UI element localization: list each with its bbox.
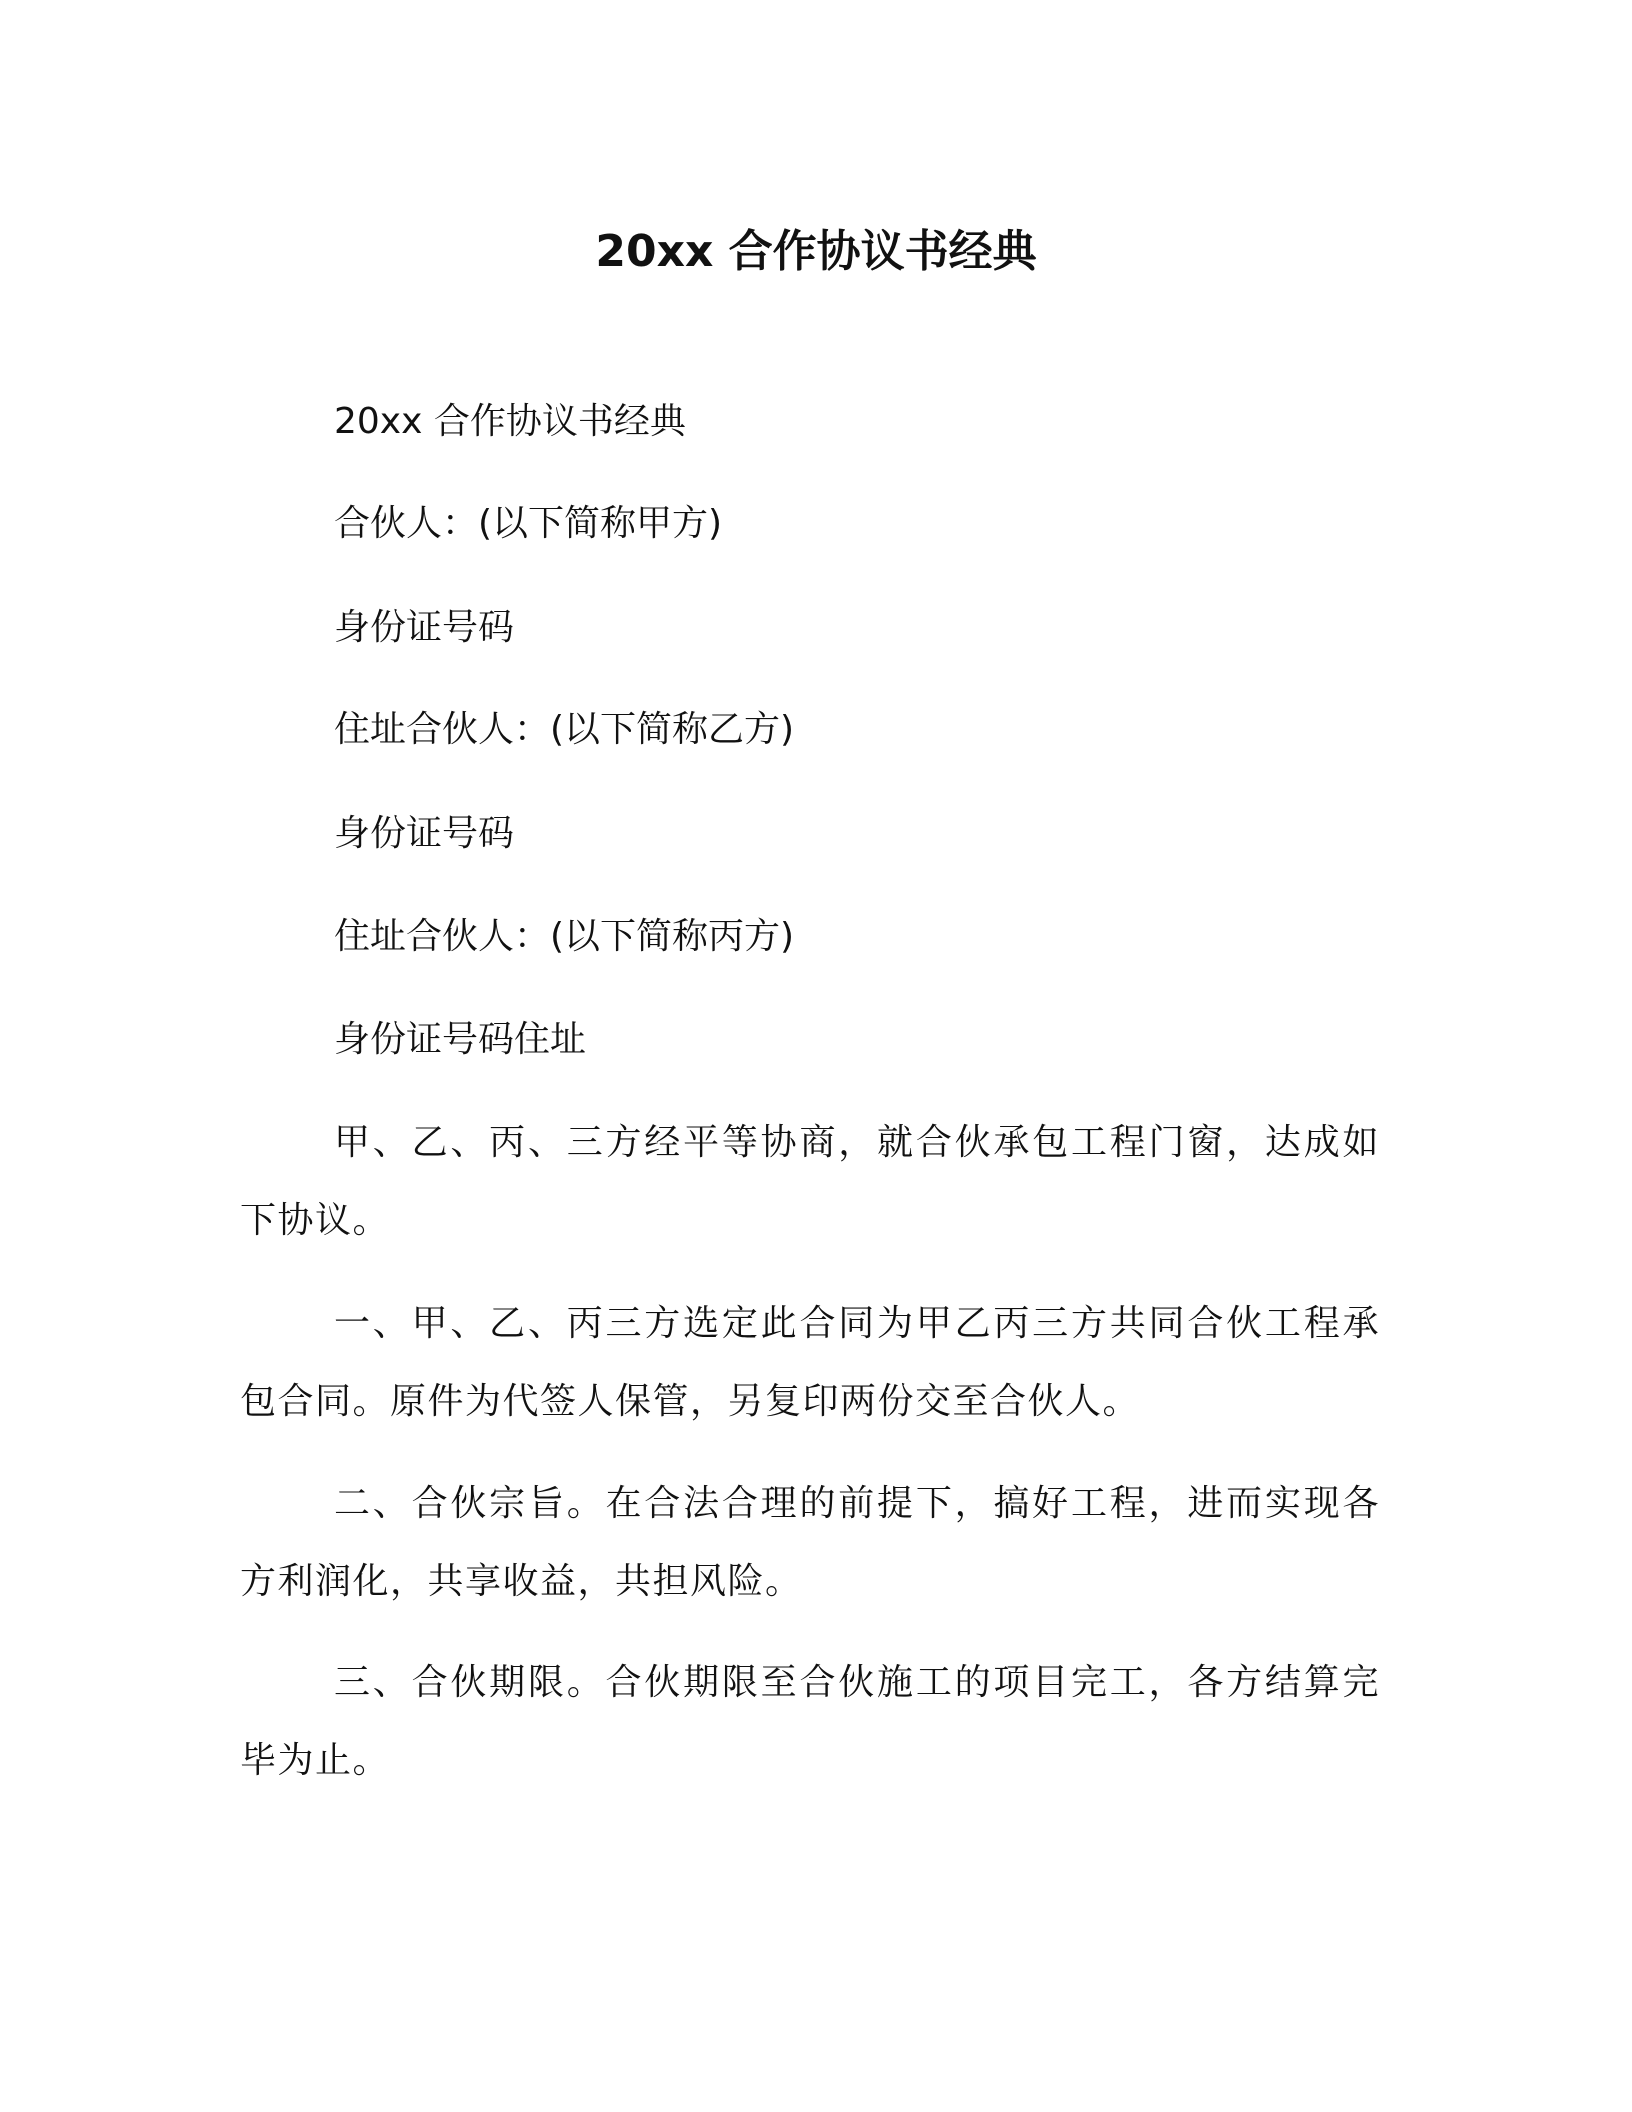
clause-3-paragraph: 三、合伙期限。合伙期限至合伙施工的项目完工，各方结算完毕为止。	[240, 1662, 1380, 1781]
agreement-intro-paragraph: 甲、乙、丙、三方经平等协商，就合伙承包工程门窗，达成如下协议。	[240, 1122, 1380, 1241]
party-a-line: 合伙人：(以下简称甲方)	[334, 503, 723, 544]
document-title: 20xx 合作协议书经典	[595, 226, 1037, 277]
party-b-id-line: 身份证号码	[334, 813, 515, 854]
clause-2-paragraph: 二、合伙宗旨。在合法合理的前提下，搞好工程，进而实现各方利润化，共享收益，共担风险。	[240, 1483, 1380, 1602]
party-b-line: 住址合伙人：(以下简称乙方)	[334, 709, 795, 750]
heading-repeat: 20xx 合作协议书经典	[334, 401, 686, 442]
party-c-line: 住址合伙人：(以下简称丙方)	[334, 916, 795, 957]
party-c-id-address-line: 身份证号码住址	[334, 1019, 587, 1060]
party-a-id-line: 身份证号码	[334, 607, 515, 648]
clause-1-paragraph: 一、甲、乙、丙三方选定此合同为甲乙丙三方共同合伙工程承包合同。原件为代签人保管，另复印两份交至合伙人。	[240, 1303, 1380, 1422]
